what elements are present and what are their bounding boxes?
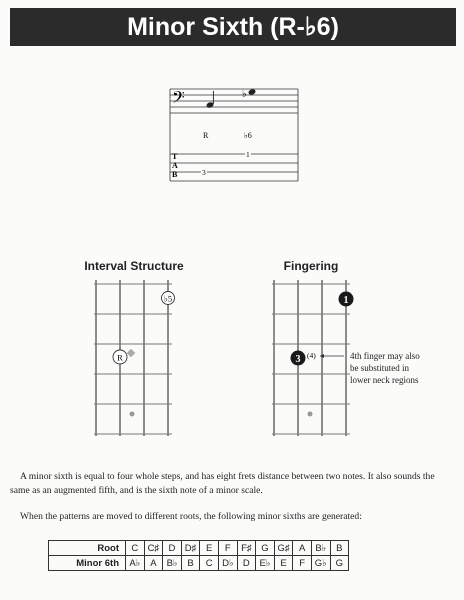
table-cell: C <box>126 541 145 556</box>
alt-finger-label: (4) <box>307 351 316 360</box>
finger-1-label: 1 <box>343 295 349 306</box>
flat-icon: ♭ <box>242 89 247 100</box>
table-cell: B♭ <box>311 541 330 556</box>
interval-structure-heading: Interval Structure <box>84 259 184 273</box>
table-cell: B♭ <box>163 556 182 571</box>
tab-letter-t: T <box>172 152 178 161</box>
table-cell: B <box>181 556 200 571</box>
bass-clef-icon: 𝄢 <box>172 89 185 111</box>
table-cell: D♯ <box>181 541 200 556</box>
tab-letter-b: B <box>172 170 178 179</box>
notation-staff-tab <box>168 82 300 184</box>
table-cell: D♭ <box>218 556 237 571</box>
tab-fret-1: 1 <box>246 150 250 159</box>
table-cell: F <box>218 541 237 556</box>
tab-letter-a: A <box>172 161 178 170</box>
table-cell: E♭ <box>256 556 275 571</box>
minor-sixth-table <box>48 540 349 571</box>
table-cell: D <box>237 556 256 571</box>
table-cell: G♭ <box>311 556 330 571</box>
table-cell: D <box>163 541 182 556</box>
table-cell: A <box>293 541 312 556</box>
table-cell: A♭ <box>126 556 145 571</box>
table-cell: F <box>293 556 312 571</box>
fingering-heading: Fingering <box>283 259 339 273</box>
table-cell: E <box>200 541 219 556</box>
table-cell: G♯ <box>274 541 293 556</box>
table-cell: A <box>144 556 163 571</box>
paragraph-description: A minor sixth is equal to four whole steps, and has eight frets distance between two notes. It also sounds the same as an augmented fifth, and is the sixth note of a minor scale. <box>10 471 435 496</box>
table-row-root <box>49 541 349 556</box>
fret-marker-diamond <box>127 349 135 357</box>
label-root: R <box>203 131 209 140</box>
table-cell: G <box>256 541 275 556</box>
fret-marker-dot <box>130 412 135 417</box>
root-note-label: R <box>117 352 123 363</box>
table-cell: G <box>330 556 349 571</box>
finger-3-label: 3 <box>295 354 301 365</box>
tab-staff <box>170 154 298 181</box>
page-title: Minor Sixth (R-♭6) <box>10 8 456 46</box>
label-flat-six: ♭6 <box>244 131 252 140</box>
fret-marker-dot <box>308 412 313 417</box>
table-cell: C <box>200 556 219 571</box>
table-row-minor-6th <box>49 556 349 571</box>
table-cell: B <box>330 541 349 556</box>
bass-staff <box>170 89 298 113</box>
table-cell: F♯ <box>237 541 256 556</box>
table-cell: E <box>274 556 293 571</box>
root-row-label: Root <box>49 541 126 556</box>
fingering-note: 4th finger may also be substituted in lower neck regions <box>350 351 420 385</box>
interval-note-label: ♭5 <box>163 293 173 304</box>
interval-structure-diagram <box>92 278 178 438</box>
minor-6th-row-label: Minor 6th <box>49 556 126 571</box>
fingering-diagram <box>270 278 356 438</box>
tab-fret-3: 3 <box>202 168 206 177</box>
paragraph-roots: When the patterns are moved to different roots, the following minor sixths are generated: <box>20 511 362 522</box>
note-minor-sixth <box>248 88 257 95</box>
table-cell: C♯ <box>144 541 163 556</box>
